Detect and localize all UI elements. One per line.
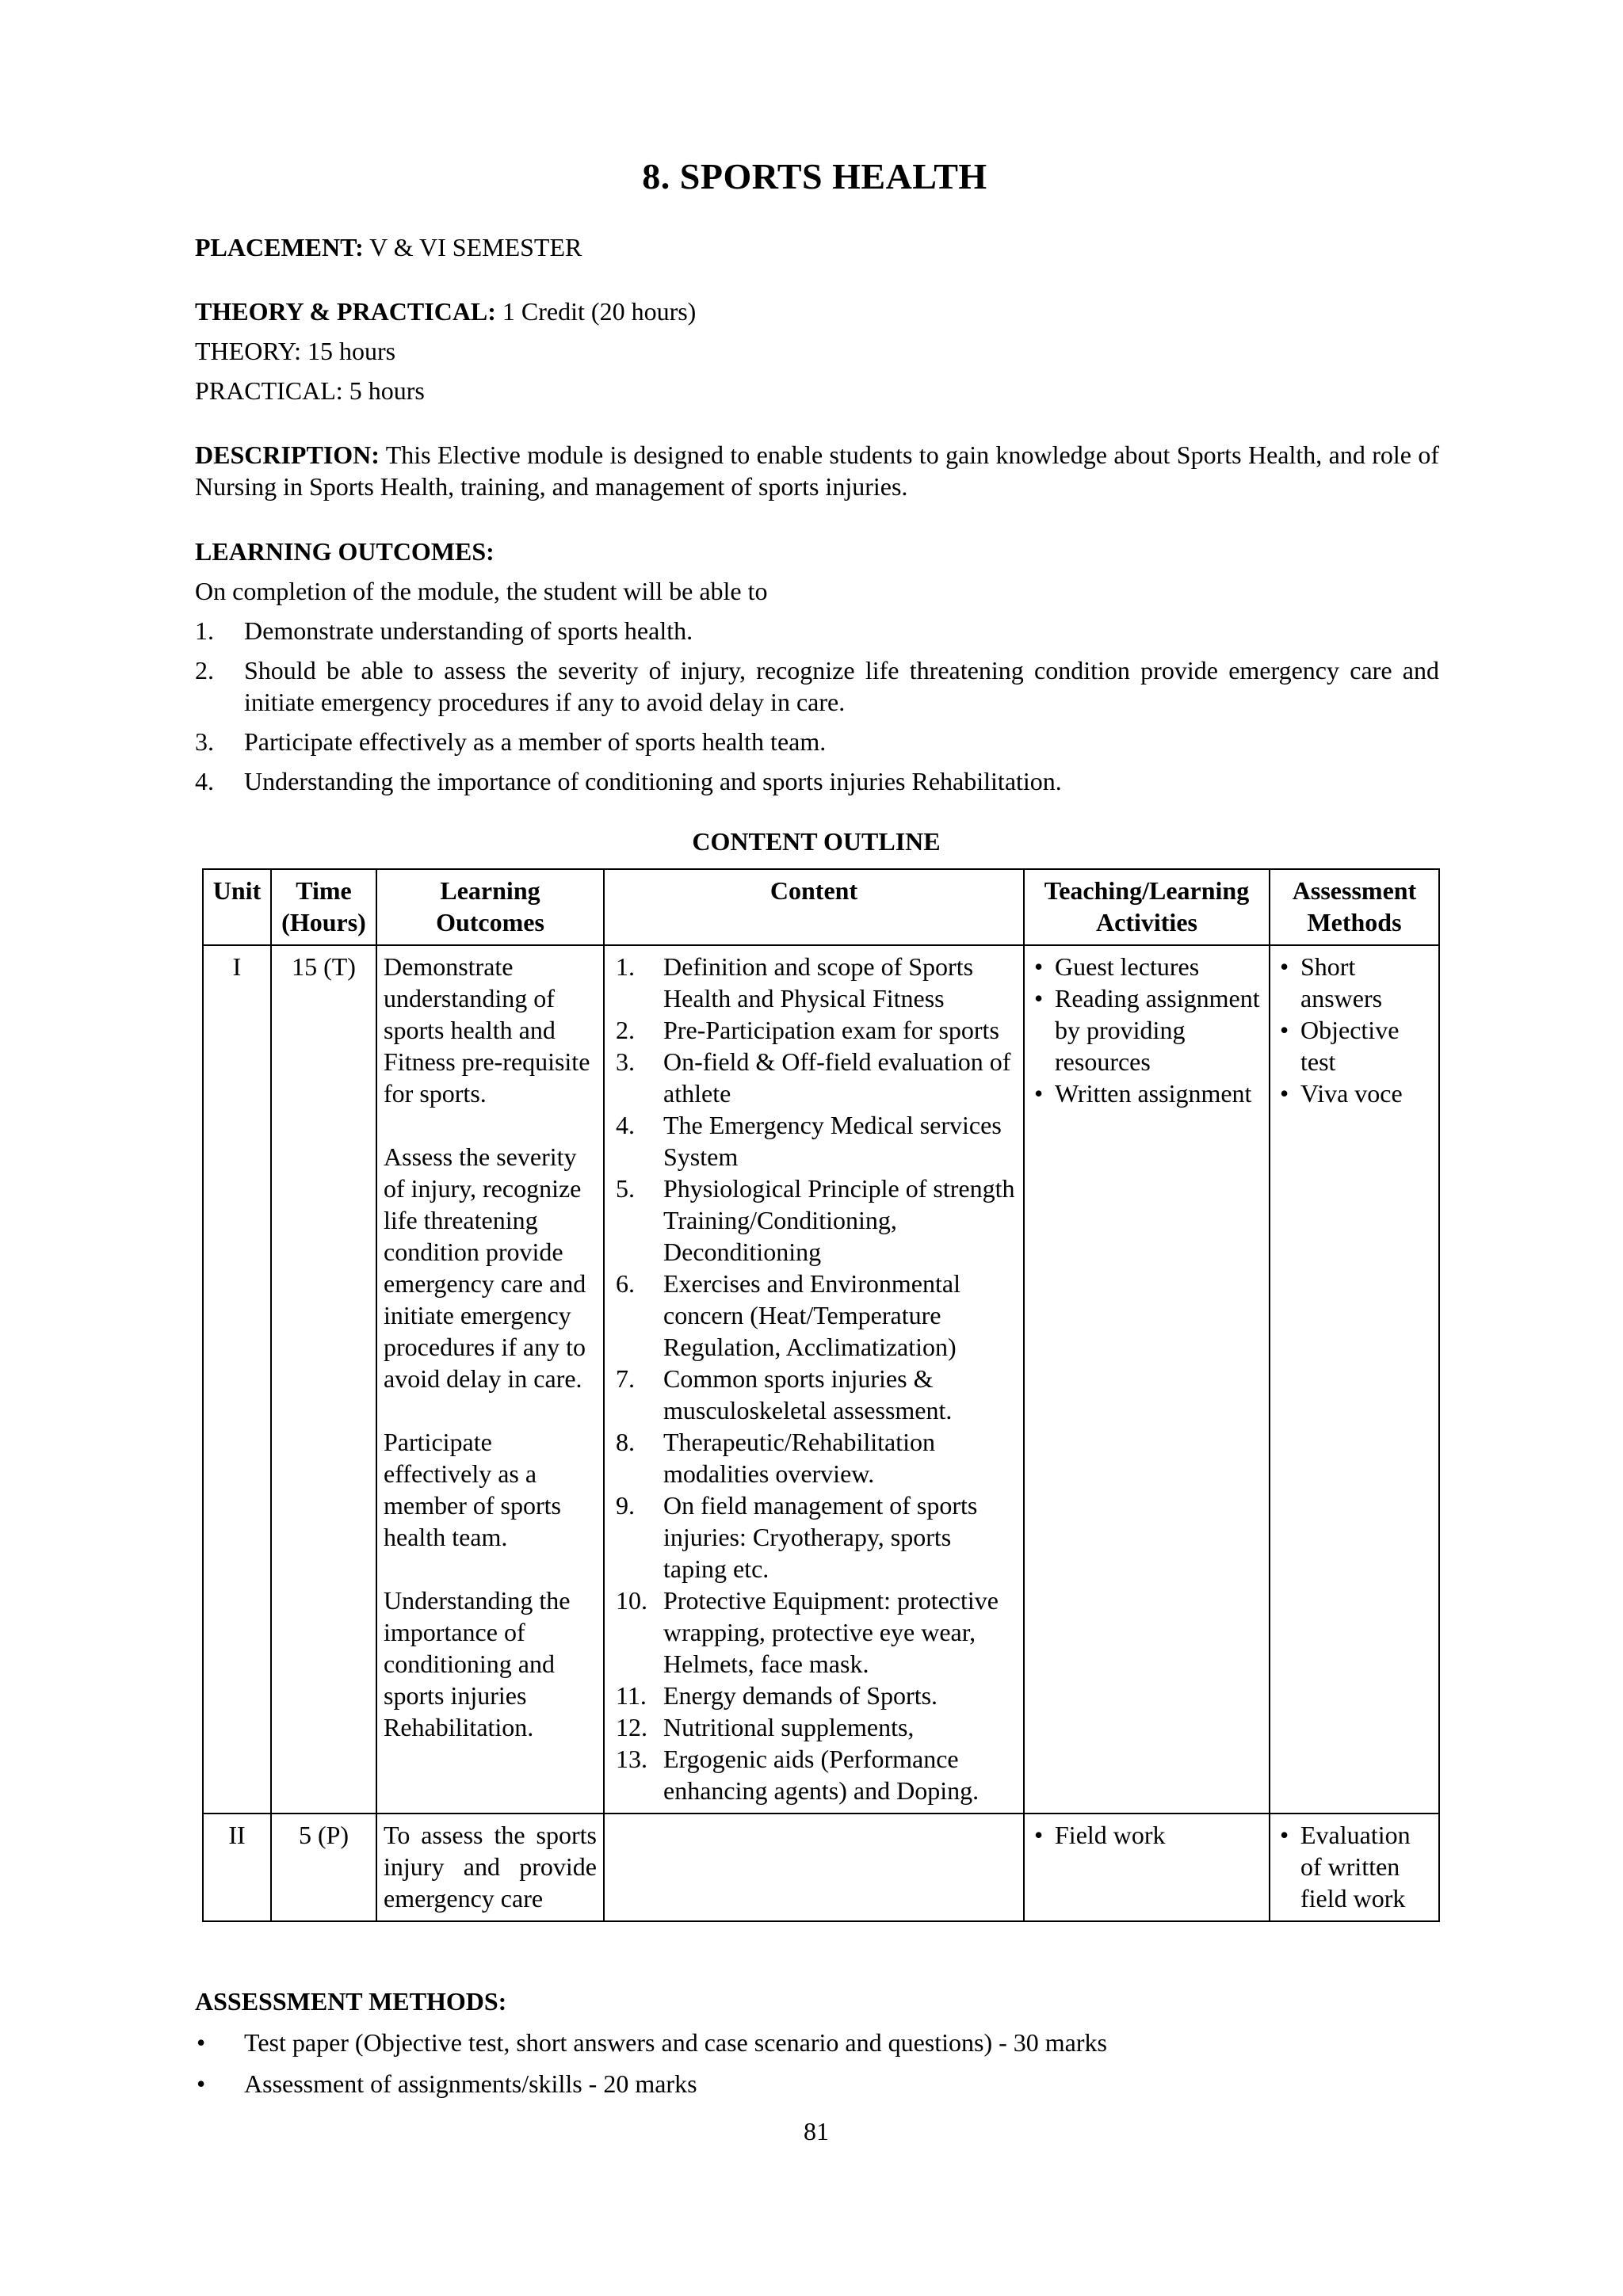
placement-label: PLACEMENT: bbox=[195, 233, 364, 261]
outcome-text: Participate effectively as a member of sports health team. bbox=[384, 1428, 561, 1551]
learning-outcomes-list bbox=[195, 615, 1439, 797]
assessment-list bbox=[1277, 951, 1432, 1109]
list-text: Energy demands of Sports. bbox=[663, 1681, 938, 1710]
credits-line bbox=[195, 296, 696, 327]
list-number: 2. bbox=[616, 1016, 635, 1044]
list-text: Understanding the importance of conditioning and sports injuries Rehabilitation. bbox=[244, 767, 1062, 795]
list-item: • Viva voce bbox=[1277, 1077, 1432, 1109]
list-number: 5. bbox=[616, 1174, 635, 1203]
list-number: 4. bbox=[195, 767, 214, 795]
table-header-row bbox=[203, 869, 1439, 945]
col-header-assessment: Assessment Methods bbox=[1270, 869, 1439, 945]
list-item bbox=[611, 1363, 1017, 1426]
theory-hours: THEORY: 15 hours bbox=[195, 337, 396, 365]
list-item: • Guest lectures bbox=[1031, 951, 1262, 982]
list-item: • Field work bbox=[1031, 1819, 1262, 1851]
list-number: 10. bbox=[616, 1586, 647, 1615]
assessment-methods-heading: ASSESSMENT METHODS: bbox=[195, 1987, 507, 2016]
list-item bbox=[611, 1489, 1017, 1585]
practical-hours: PRACTICAL: 5 hours bbox=[195, 376, 425, 405]
description-label: DESCRIPTION: bbox=[195, 441, 380, 469]
list-text: Exercises and Environmental concern (Heat/Temperature Regulation, Acclimatization) bbox=[663, 1269, 960, 1361]
list-item bbox=[611, 1426, 1017, 1489]
description-paragraph bbox=[195, 439, 1439, 502]
list-text: Nutritional supplements, bbox=[663, 1713, 915, 1741]
list-text: Should be able to assess the severity of injury, recognize life threatening condition provide emergency care and initiate emergency procedures if any to avoid delay in care. bbox=[244, 656, 1439, 716]
activities-list bbox=[1031, 1819, 1262, 1851]
page-title: 8. SPORTS HEALTH bbox=[642, 156, 987, 196]
list-item bbox=[195, 615, 1439, 646]
list-number: 12. bbox=[616, 1713, 647, 1741]
list-number: 8. bbox=[616, 1428, 635, 1456]
content-cell bbox=[604, 1814, 1024, 1921]
list-text: Pre-Participation exam for sports bbox=[663, 1016, 999, 1044]
list-text: Physiological Principle of strength Training/Conditioning, Deconditioning bbox=[663, 1174, 1015, 1266]
placement-line bbox=[195, 231, 582, 263]
col-header-unit: Unit bbox=[203, 869, 271, 945]
learning-outcomes-heading: LEARNING OUTCOMES: bbox=[195, 537, 495, 566]
table-row bbox=[203, 945, 1439, 1814]
learning-outcomes-intro: On completion of the module, the student will be able to bbox=[195, 577, 768, 605]
content-cell bbox=[604, 945, 1024, 1814]
list-item bbox=[611, 1743, 1017, 1806]
list-number: 1. bbox=[616, 952, 635, 981]
list-text: Definition and scope of Sports Health and Physical Fitness bbox=[663, 952, 974, 1013]
activities-cell bbox=[1024, 1814, 1270, 1921]
list-item bbox=[195, 726, 1439, 757]
list-number: 1. bbox=[195, 616, 214, 645]
list-number: 13. bbox=[616, 1745, 647, 1773]
list-text: Therapeutic/Rehabilitation modalities overview. bbox=[663, 1428, 935, 1488]
time-cell: 5 (P) bbox=[271, 1814, 376, 1921]
unit-cell: II bbox=[203, 1814, 271, 1921]
list-number: 2. bbox=[195, 656, 214, 685]
list-text: Participate effectively as a member of sports health team. bbox=[244, 727, 827, 756]
list-number: 4. bbox=[616, 1111, 635, 1139]
list-number: 11. bbox=[616, 1681, 647, 1710]
assessment-list bbox=[1277, 1819, 1432, 1914]
list-item bbox=[195, 765, 1439, 797]
assessment-cell bbox=[1270, 1814, 1439, 1921]
list-item bbox=[611, 1046, 1017, 1109]
list-item bbox=[611, 1711, 1017, 1743]
list-number: 9. bbox=[616, 1491, 635, 1520]
list-text: Common sports injuries & musculoskeletal assessment. bbox=[663, 1364, 953, 1425]
list-item bbox=[611, 951, 1017, 1014]
list-item bbox=[611, 1173, 1017, 1268]
time-cell: 15 (T) bbox=[271, 945, 376, 1814]
list-item: • Objective test bbox=[1277, 1014, 1432, 1077]
list-text: Protective Equipment: protective wrapping, protective eye wear, Helmets, face mask. bbox=[663, 1586, 999, 1678]
list-item: • Short answers bbox=[1277, 951, 1432, 1014]
col-header-outcomes: Learning Outcomes bbox=[376, 869, 604, 945]
assessment-cell bbox=[1270, 945, 1439, 1814]
list-number: 7. bbox=[616, 1364, 635, 1393]
list-item: • Reading assignment by providing resources bbox=[1031, 982, 1262, 1077]
content-list bbox=[611, 951, 1017, 1806]
list-item bbox=[195, 654, 1439, 718]
list-item: • Written assignment bbox=[1031, 1077, 1262, 1109]
list-item bbox=[611, 1109, 1017, 1173]
page-number: 81 bbox=[804, 2117, 829, 2145]
list-item bbox=[611, 1680, 1017, 1711]
placement-value: V & VI SEMESTER bbox=[363, 233, 582, 261]
col-header-activities: Teaching/Learning Activities bbox=[1024, 869, 1270, 945]
list-text: On-field & Off-field evaluation of athlete bbox=[663, 1047, 1011, 1108]
list-text: Demonstrate understanding of sports health. bbox=[244, 616, 693, 645]
list-item: • Assessment of assignments/skills - 20 marks bbox=[195, 2068, 1439, 2100]
list-text: The Emergency Medical services System bbox=[663, 1111, 1002, 1171]
activities-list bbox=[1031, 951, 1262, 1109]
table-row bbox=[203, 1814, 1439, 1921]
outcome-text: Demonstrate understanding of sports health and Fitness pre-requisite for sports. bbox=[384, 952, 590, 1108]
col-header-time: Time (Hours) bbox=[271, 869, 376, 945]
list-item: • Test paper (Objective test, short answers and case scenario and questions) - 30 marks bbox=[195, 2027, 1439, 2058]
unit-cell: I bbox=[203, 945, 271, 1814]
assessment-methods-list bbox=[195, 2027, 1439, 2100]
list-item bbox=[611, 1585, 1017, 1680]
outcome-text: Understanding the importance of conditioning and sports injuries Rehabilitation. bbox=[384, 1586, 571, 1741]
col-header-content: Content bbox=[604, 869, 1024, 945]
content-outline-table bbox=[202, 868, 1440, 1922]
list-item: • Evaluation of written field work bbox=[1277, 1819, 1432, 1914]
list-item bbox=[611, 1268, 1017, 1363]
credits-value: 1 Credit (20 hours) bbox=[495, 297, 697, 326]
outcome-text: Assess the severity of injury, recognize life threatening condition provide emergency care and initiate emergency procedures if any to avoid delay in care. bbox=[384, 1142, 586, 1393]
list-item bbox=[611, 1014, 1017, 1046]
list-text: On field management of sports injuries: Cryotherapy, sports taping etc. bbox=[663, 1491, 978, 1583]
list-text: Ergogenic aids (Performance enhancing agents) and Doping. bbox=[663, 1745, 980, 1805]
outcomes-cell: To assess the sports injury and provide emergency care bbox=[376, 1814, 604, 1921]
list-number: 3. bbox=[616, 1047, 635, 1076]
content-outline-heading: CONTENT OUTLINE bbox=[692, 827, 941, 856]
list-number: 3. bbox=[195, 727, 214, 756]
credits-label: THEORY & PRACTICAL: bbox=[195, 297, 496, 326]
outcomes-cell bbox=[376, 945, 604, 1814]
description-text: This Elective module is designed to enable students to gain knowledge about Sports Health, and role of Nursing in Sports Health, training, and management of sports injuries. bbox=[195, 441, 1439, 501]
list-number: 6. bbox=[616, 1269, 635, 1298]
activities-cell bbox=[1024, 945, 1270, 1814]
